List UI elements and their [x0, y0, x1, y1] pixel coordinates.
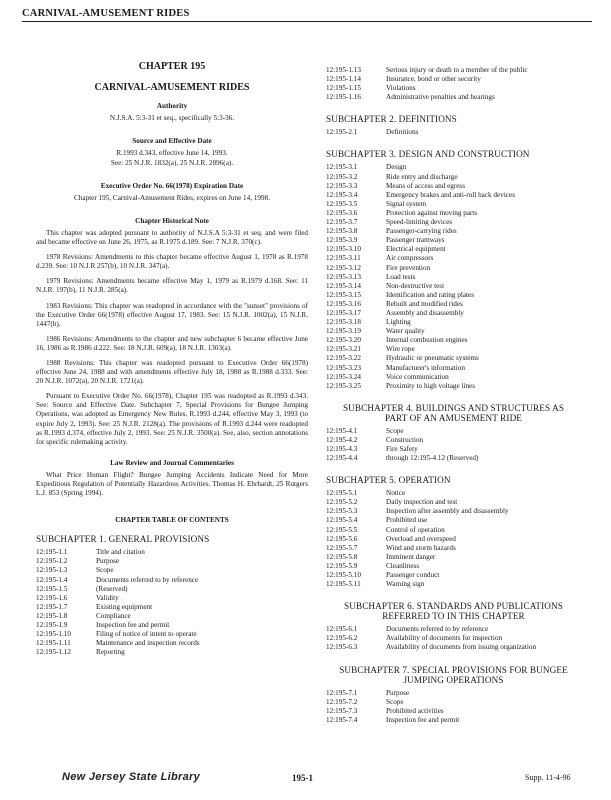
- toc-row: [326, 93, 581, 102]
- section-number: 12:195-3.22: [326, 354, 361, 363]
- chapter-number: CHAPTER 195: [138, 61, 206, 72]
- section-title: Documents referred to by reference: [386, 625, 489, 634]
- section-title: Compliance: [96, 611, 131, 620]
- section-title: Internal combustion engines: [386, 336, 468, 345]
- toc-row: [326, 354, 581, 363]
- section-number: 12:195-5.4: [326, 516, 358, 525]
- law-review-text: What Price Human Flight? Bungee Jumping Accidents Indicate Need for More Expeditious Regulation of Potentially Hazardous Activities. Thomas H. Ehrhardt, 25 Rutgers L.J. 853 (Spring 1994).: [36, 470, 308, 498]
- toc-row: [326, 553, 581, 562]
- toc-row: [326, 345, 581, 354]
- section-number: 12:195-5.9: [326, 561, 358, 570]
- section-title: Air compressors: [386, 254, 434, 263]
- executive-order-text: Chapter 195, Carnival-Amusement Rides, expires on June 14, 1998.: [73, 193, 271, 202]
- section-number: 12:195-1.11: [36, 639, 71, 648]
- section-number: 12:195-1.14: [326, 75, 361, 84]
- left-column: [36, 62, 308, 657]
- section-number: 12:195-3.24: [326, 372, 361, 381]
- toc-row: [326, 535, 581, 544]
- toc-row: [326, 544, 581, 553]
- section-number: 12:195-3.10: [326, 245, 361, 254]
- toc-row: [326, 173, 581, 182]
- subchapter-6-heading-line-1: SUBCHAPTER 6. STANDARDS AND PUBLICATIONS: [344, 601, 563, 612]
- section-title: Wire rope: [386, 345, 415, 354]
- section-number: 12:195-1.15: [326, 84, 361, 93]
- history-paragraph: 1978 Revisions: Amendments to this chapter became effective August 1, 1978 as R.1978 d.239. See: 10 N.J.R 257(b), 10 N.J.R. 347(a).: [36, 253, 308, 271]
- section-title: Cleanliness: [386, 561, 420, 570]
- toc-row: [326, 436, 581, 445]
- toc-row: [326, 66, 581, 75]
- section-title: Ride entry and discharge: [386, 172, 458, 181]
- section-title: Imminent danger: [386, 552, 436, 561]
- toc-row: [326, 634, 581, 643]
- section-title: Inspection fee and permit: [96, 621, 170, 630]
- toc-row: [326, 245, 581, 254]
- subchapter-3-list: [326, 163, 581, 390]
- section-title: Inspection after assembly and disassembly: [386, 507, 509, 516]
- toc-row: [326, 273, 581, 282]
- section-title: Availability of documents from issuing organization: [386, 643, 537, 652]
- toc-row: [36, 639, 308, 648]
- subchapter-4-heading: [326, 403, 581, 423]
- section-title: Construction: [386, 435, 424, 444]
- section-number: 12:195-5.2: [326, 498, 358, 507]
- section-number: 12:195-3.1: [326, 163, 358, 172]
- toc-row: [326, 128, 581, 137]
- section-number: 12:195-6.2: [326, 634, 358, 643]
- toc-row: [326, 454, 581, 463]
- history-paragraph: 1983 Revisions: This chapter was readopted in accordance with the "sunset" provisions of the Executive Order 66(1978) effective August 17, 1983. See: 15 N.J.R. 1002(a), 15 N.J.R. 1447(b).: [36, 301, 308, 328]
- subchapter-1-continued-list: [326, 66, 581, 102]
- history-paragraph: 1988 Revisions: This chapter was readopted pursuant to Executive Order 66(1978) effective June 24, 1988 and with amendments effective July 18, 1988 as R.1988 d.333. See: 20 N.J.R. 1072(a), 20 N.J.R. 1721(a).: [36, 358, 308, 386]
- section-title: Lighting: [386, 318, 411, 327]
- toc-row: [326, 498, 581, 507]
- source-line-1: R.1993 d.343, effective June 14, 1993.: [116, 149, 228, 158]
- section-title: Overload and overspeed: [386, 534, 456, 543]
- section-number: 12:195-5.7: [326, 543, 358, 552]
- toc-row: [326, 209, 581, 218]
- toc-row: [326, 489, 581, 498]
- section-number: 12:195-5.6: [326, 534, 358, 543]
- section-title: Reporting: [96, 648, 125, 657]
- history-paragraph: Pursuant to Executive Order No. 66(1978), Chapter 195 was readopted as R.1993 d.343. See: Source and Effective Date. Subchapter 7, Special Provisions for Bungee Jumping Operations, was adopted as Emergency New Rules, R.1993 d.244, effective May 3, 1993 (to expire July 2, 1993). See: 25 N.J.R. 2128(a). The provisions of R.1993 d.244 were readopted as R.1993 d.374, effective July 2, 1993. See: 25 N.J.R. 3500(a). See, also, section annotations for specific rulemaking activity.: [36, 392, 308, 446]
- section-number: 12:195-7.1: [326, 688, 358, 697]
- section-number: 12:195-5.8: [326, 552, 358, 561]
- subchapter-7-heading-line-1: SUBCHAPTER 7. SPECIAL PROVISIONS FOR BUNGEE: [339, 664, 568, 675]
- subchapter-5-list: [326, 489, 581, 589]
- section-number: 12:195-3.12: [326, 263, 361, 272]
- toc-row: [326, 264, 581, 273]
- section-number: 12:195-3.23: [326, 363, 361, 372]
- toc-row: [36, 630, 308, 639]
- toc-row: [326, 716, 581, 725]
- right-column: [326, 66, 581, 725]
- section-number: 12:195-4.2: [326, 435, 358, 444]
- section-title: Administrative penalties and hearings: [386, 93, 495, 102]
- section-title: Notice: [386, 489, 406, 498]
- section-title: Wind and storm hazards: [386, 543, 456, 552]
- section-number: 12:195-3.9: [326, 236, 358, 245]
- section-title: Passenger conduct: [386, 571, 440, 580]
- section-number: 12:195-3.21: [326, 345, 361, 354]
- section-number: 12:195-1.13: [326, 66, 361, 74]
- section-number: 12:195-1.2: [36, 557, 68, 566]
- toc-row: [36, 648, 308, 657]
- section-number: 12:195-4.3: [326, 445, 358, 453]
- section-number: 12:195-1.12: [36, 648, 71, 657]
- section-title: Title and citation: [96, 548, 145, 557]
- subchapter-1-heading: SUBCHAPTER 1. GENERAL PROVISIONS: [36, 534, 210, 545]
- chapter-title: CARNIVAL-AMUSEMENT RIDES: [94, 82, 250, 94]
- section-title: Inspection fee and permit: [386, 715, 460, 724]
- section-number: 12:195-1.4: [36, 575, 68, 584]
- section-title: Purpose: [96, 557, 120, 566]
- library-logo: New Jersey State Library: [62, 771, 201, 783]
- toc-row: [326, 191, 581, 200]
- section-title: Manufacturer's information: [386, 363, 465, 372]
- toc-row: [326, 526, 581, 535]
- section-title: Documents referred to by reference: [96, 575, 199, 584]
- section-title: Warning sign: [386, 580, 425, 589]
- executive-order-heading: Executive Order No. 66(1978) Expiration Date: [100, 181, 244, 190]
- section-number: 12:195-4.1: [326, 426, 358, 435]
- section-number: 12:195-3.6: [326, 208, 358, 217]
- section-number: 12:195-3.3: [326, 181, 358, 190]
- toc-row: [326, 643, 581, 652]
- section-title: Violations: [386, 84, 416, 93]
- history-paragraph: 1986 Revisions: Amendments to the chapter and new subchapter 6 became effective June 16, 1986 as R.1986 d.222. See: 18 N.J.R. 609(a), 18 N.J.R. 1303(a).: [36, 334, 308, 352]
- section-number: 12:195-5.1: [326, 489, 358, 498]
- section-title: Rebuilt and modified rides: [386, 299, 463, 308]
- toc-row: [326, 282, 581, 291]
- toc-row: [36, 557, 308, 566]
- subchapter-5-heading: SUBCHAPTER 5. OPERATION: [326, 475, 451, 486]
- section-number: 12:195-3.4: [326, 190, 358, 199]
- section-title: Serious injury or death to a member of the public: [386, 66, 528, 74]
- section-number: 12:195-1.8: [36, 611, 68, 620]
- section-title: Passenger tramways: [386, 236, 445, 245]
- toc-row: [326, 516, 581, 525]
- toc-row: [36, 566, 308, 575]
- section-title: Prohibited use: [386, 516, 428, 525]
- section-title: Emergency brakes and anti-roll back devices: [386, 190, 515, 199]
- subchapter-7-heading: [326, 665, 581, 685]
- section-title: Design: [386, 163, 407, 172]
- supplement-date: Supp. 11-4-96: [525, 773, 571, 782]
- section-title: Purpose: [386, 688, 410, 697]
- section-number: 12:195-3.25: [326, 381, 361, 390]
- section-number: 12:195-1.5: [36, 584, 68, 593]
- toc-row: [326, 309, 581, 318]
- section-title: Control of operation: [386, 525, 445, 534]
- section-number: 12:195-3.2: [326, 172, 358, 181]
- section-title: Hydraulic or pneumatic systems: [386, 354, 479, 363]
- subchapter-2-heading: SUBCHAPTER 2. DEFINITIONS: [326, 114, 457, 125]
- toc-row: [326, 445, 581, 454]
- toc-row: [326, 236, 581, 245]
- authority-text: N.J.S.A. 5:3-31 et seq., specifically 5:3-36.: [109, 114, 235, 123]
- section-title: Prohibited activities: [386, 706, 444, 715]
- section-number: 12:195-3.7: [326, 218, 358, 227]
- subchapter-7-list: [326, 689, 581, 725]
- section-number: 12:195-1.9: [36, 621, 68, 630]
- toc-row: [36, 585, 308, 594]
- toc-row: [326, 200, 581, 209]
- section-title: Signal system: [386, 199, 427, 208]
- toc-row: [326, 218, 581, 227]
- toc-row: [36, 576, 308, 585]
- toc-row: [326, 580, 581, 589]
- section-title: (Reserved): [96, 584, 128, 593]
- section-title: Passenger-carrying rides: [386, 227, 457, 236]
- source-heading: Source and Effective Date: [132, 137, 212, 146]
- section-title: Voice communication: [386, 372, 449, 381]
- subchapter-4-heading-line-2: PART OF AN AMUSEMENT RIDE: [384, 412, 523, 423]
- section-number: 12:195-7.4: [326, 715, 358, 724]
- toc-row: [326, 318, 581, 327]
- section-number: 12:195-3.17: [326, 308, 361, 317]
- toc-row: [326, 300, 581, 309]
- section-number: 12:195-3.19: [326, 327, 361, 336]
- section-number: 12:195-1.3: [36, 566, 68, 575]
- section-number: 12:195-7.2: [326, 697, 358, 706]
- section-title: Existing equipment: [96, 602, 153, 611]
- section-title: Scope: [386, 697, 404, 706]
- toc-row: [326, 427, 581, 436]
- section-title: Water quality: [386, 327, 425, 336]
- toc-row: [326, 75, 581, 84]
- section-number: 12:195-1.1: [36, 548, 68, 557]
- toc-row: [326, 571, 581, 580]
- section-number: 12:195-1.6: [36, 593, 68, 602]
- subchapter-2-list: [326, 128, 581, 137]
- section-title: Validity: [96, 593, 119, 602]
- section-number: 12:195-4.4: [326, 454, 358, 463]
- history-paragraph: 1979 Revisions: Amendments became effective May 1, 1979 as R.1979 d.168. See: 11 N.J.R. 197(b), 11 N.J.R. 285(a).: [36, 277, 308, 295]
- history-heading: Chapter Historical Note: [135, 216, 209, 225]
- section-number: 12:195-3.11: [326, 254, 361, 263]
- section-number: 12:195-6.3: [326, 643, 358, 652]
- section-title: Definitions: [386, 128, 419, 137]
- section-number: 12:195-3.5: [326, 199, 358, 208]
- section-title: Filing of notice of intent to operate: [96, 630, 197, 639]
- toc-row: [326, 336, 581, 345]
- section-number: 12:195-5.11: [326, 580, 361, 589]
- section-title: through 12:195-4.12 (Reserved): [386, 454, 479, 463]
- section-number: 12:195-2.1: [326, 128, 358, 137]
- toc-row: [36, 612, 308, 621]
- section-title: Scope: [386, 426, 404, 435]
- toc-row: [326, 163, 581, 172]
- toc-row: [326, 373, 581, 382]
- subchapter-1-list: [36, 548, 308, 657]
- section-number: 12:195-3.20: [326, 336, 361, 345]
- section-number: 12:195-1.10: [36, 630, 71, 639]
- running-head: CARNIVAL-AMUSEMENT RIDES: [22, 8, 592, 22]
- subchapter-4-heading-line-1: SUBCHAPTER 4. BUILDINGS AND STRUCTURES AS: [342, 402, 565, 413]
- section-number: 12:195-3.15: [326, 290, 361, 299]
- toc-row: [326, 562, 581, 571]
- section-number: 12:195-7.3: [326, 706, 358, 715]
- subchapter-6-heading-line-2: REFERRED TO IN THIS CHAPTER: [382, 611, 525, 622]
- toc-row: [326, 382, 581, 391]
- section-title: Proximity to high voltage lines: [386, 381, 476, 390]
- section-number: 12:195-5.10: [326, 571, 361, 580]
- section-number: 12:195-5.5: [326, 525, 358, 534]
- section-title: Protection against moving parts: [386, 208, 478, 217]
- law-review-heading: Law Review and Journal Commentaries: [110, 458, 234, 467]
- section-title: Fire prevention: [386, 263, 431, 272]
- section-number: 12:195-1.7: [36, 602, 68, 611]
- toc-row: [326, 507, 581, 516]
- section-number: 12:195-3.8: [326, 227, 358, 236]
- toc-row: [326, 182, 581, 191]
- section-title: Identification and rating plates: [386, 290, 475, 299]
- subchapter-6-heading: [326, 601, 581, 621]
- history-paragraph: This chapter was adopted pursuant to authority of N.J.S.A 5:3-31 et seq. and were filed and became effective on June 26, 1975, as R.1975 d.189. See: 7 N.J.R. 370(c).: [36, 228, 308, 247]
- section-title: Scope: [96, 566, 114, 575]
- toc-row: [326, 84, 581, 93]
- toc-row: [326, 327, 581, 336]
- section-title: Electrical equipment: [386, 245, 446, 254]
- section-number: 12:195-3.14: [326, 281, 361, 290]
- page-number: 195-1: [292, 773, 313, 783]
- section-title: Non-destructive test: [386, 281, 445, 290]
- toc-row: [36, 621, 308, 630]
- subchapter-4-list: [326, 427, 581, 463]
- section-title: Availability of documents for inspection: [386, 634, 503, 643]
- section-number: 12:195-3.18: [326, 318, 361, 327]
- section-number: 12:195-6.1: [326, 625, 358, 634]
- toc-row: [326, 254, 581, 263]
- section-title: Speed-limiting devices: [386, 218, 453, 227]
- toc-row: [36, 603, 308, 612]
- toc-heading: CHAPTER TABLE OF CONTENTS: [115, 516, 229, 525]
- section-title: Fire Safety: [386, 445, 418, 453]
- section-number: 12:195-5.3: [326, 507, 358, 516]
- section-number: 12:195-3.16: [326, 299, 361, 308]
- toc-row: [36, 548, 308, 557]
- toc-row: [36, 594, 308, 603]
- authority-heading: Authority: [156, 102, 188, 111]
- toc-row: [326, 707, 581, 716]
- subchapter-7-heading-line-2: JUMPING OPERATIONS: [403, 674, 504, 685]
- toc-row: [326, 227, 581, 236]
- toc-row: [326, 291, 581, 300]
- section-title: Daily inspection and test: [386, 498, 458, 507]
- subchapter-6-list: [326, 625, 581, 652]
- toc-row: [326, 698, 581, 707]
- section-title: Assembly and disassembly: [386, 308, 464, 317]
- section-title: Insurance, bond or other security: [386, 75, 481, 84]
- toc-row: [326, 364, 581, 373]
- section-number: 12:195-3.13: [326, 272, 361, 281]
- source-line-2: See: 25 N.J.R. 1832(a), 25 N.J.R. 2896(a).: [110, 158, 234, 167]
- section-title: Means of access and egress: [386, 181, 466, 190]
- section-title: Load tests: [386, 272, 416, 281]
- section-number: 12:195-1.16: [326, 93, 361, 102]
- toc-row: [326, 689, 581, 698]
- section-title: Maintenance and inspection records: [96, 639, 200, 648]
- subchapter-3-heading: SUBCHAPTER 3. DESIGN AND CONSTRUCTION: [326, 149, 530, 160]
- toc-row: [326, 625, 581, 634]
